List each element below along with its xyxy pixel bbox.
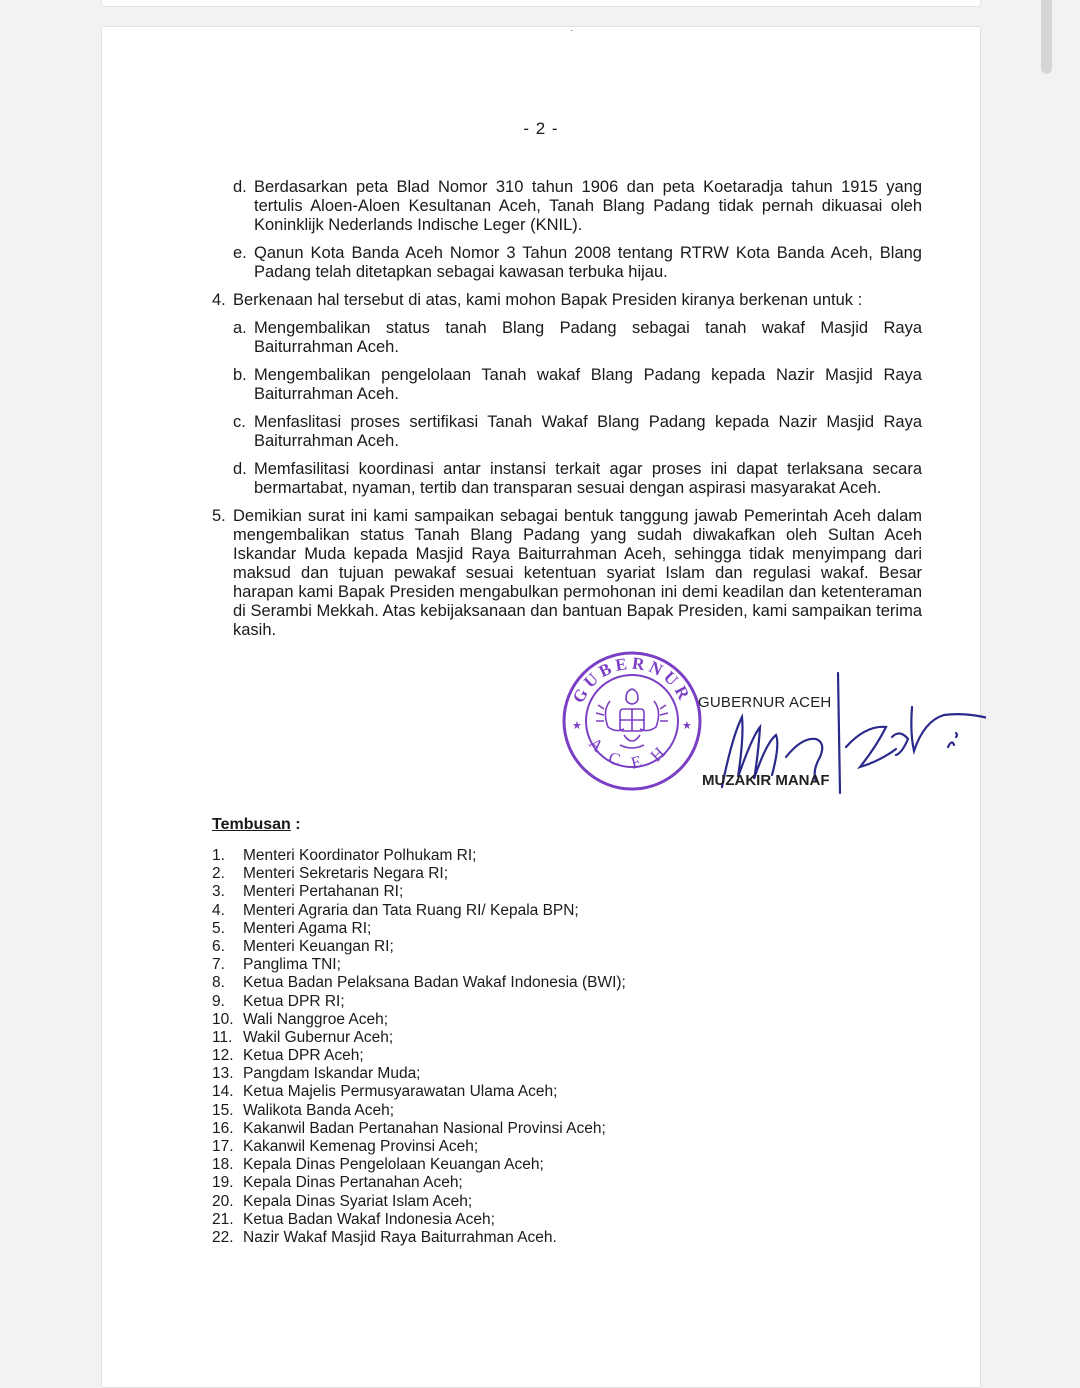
svg-text:GUBERNUR (569, 654, 695, 706)
tembusan-item (212, 1047, 812, 1065)
item-label: c. (233, 413, 246, 431)
tembusan-item (212, 993, 812, 1011)
tembusan-item-number: 21. (212, 1210, 234, 1228)
tembusan-item-text: Pangdam Iskandar Muda; (243, 1065, 421, 1083)
tembusan-item (212, 1156, 812, 1174)
tembusan-item (212, 956, 812, 974)
seal-star-left: ★ (572, 720, 582, 732)
signatory-name: MUZAKIR MANAF (702, 772, 830, 789)
tembusan-title: Tembusan (212, 816, 291, 833)
request-a (233, 319, 922, 357)
tembusan-item-number: 6. (212, 937, 225, 955)
tembusan-item-number: 19. (212, 1174, 234, 1192)
tembusan-item-number: 8. (212, 974, 225, 992)
item-e-qanun (233, 244, 922, 282)
item-text: Mengembalikan pengelolaan Tanah wakaf Blang Padang kepada Nazir Masjid Raya Baiturrahman Aceh. (254, 366, 922, 403)
tembusan-item-number: 2. (212, 865, 225, 883)
tembusan-item-text: Kepala Dinas Pengelolaan Keuangan Aceh; (243, 1156, 544, 1174)
tembusan-item (212, 1193, 812, 1211)
tembusan-item (212, 1029, 812, 1047)
tembusan-item-number: 1. (212, 847, 225, 864)
tembusan-item-text: Menteri Agraria dan Tata Ruang RI/ Kepala BPN; (243, 901, 579, 919)
tembusan-item-text: Nazir Wakaf Masjid Raya Baiturrahman Aceh. (243, 1228, 557, 1246)
item-text: Memfasilitasi koordinasi antar instansi terkait agar proses ini dapat terlaksana secara bermartabat, nyaman, tertib dan transparan sesuai dengan aspirasi masyarakat Aceh. (254, 460, 922, 497)
tembusan-item-number: 13. (212, 1065, 234, 1083)
tembusan-item-text: Menteri Sekretaris Negara RI; (243, 865, 449, 883)
letter-body (212, 178, 922, 640)
tembusan-item-text: Wakil Gubernur Aceh; (243, 1028, 394, 1046)
tembusan-item-number: 11. (212, 1028, 233, 1046)
tembusan-item-text: Ketua Majelis Permusyarawatan Ulama Aceh; (243, 1083, 558, 1101)
previous-page-edge (101, 0, 981, 7)
tembusan-item-text: Ketua DPR Aceh; (243, 1047, 364, 1065)
item-d-peta-blad (233, 178, 922, 235)
tembusan-item-text: Menteri Agama RI; (243, 919, 372, 937)
item-text: Qanun Kota Banda Aceh Nomor 3 Tahun 2008 tentang RTRW Kota Banda Aceh, Blang Padang telah ditetapkan sebagai kawasan terbuka hijau. (254, 244, 922, 281)
signatory-title: GUBERNUR ACEH (698, 694, 832, 711)
tembusan-item-text: Walikota Banda Aceh; (243, 1101, 395, 1119)
item-text: Berdasarkan peta Blad Nomor 310 tahun 1906 dan peta Koetaradja tahun 1915 yang tertulis Aloen-Aloen Kesultanan Aceh, Tanah Blang Padang tidak pernah dikuasai oleh Koninklijk Nederlands Indische Leger (KNIL). (254, 178, 922, 234)
seal-text-bottom: ACEH (585, 733, 679, 773)
item-label: d. (233, 178, 247, 196)
tembusan-item (212, 1065, 812, 1083)
top-dot: · (570, 25, 574, 36)
tembusan-item-number: 5. (212, 919, 225, 937)
item-text: Mengembalikan status tanah Blang Padang sebagai tanah wakaf Masjid Raya Baiturrahman Aceh. (254, 319, 922, 356)
svg-text:ACEH (585, 734, 679, 773)
seal-text-top: GUBERNUR (568, 653, 696, 706)
page-number: - 2 - (523, 119, 559, 138)
request-b (233, 366, 922, 404)
paragraph-4 (212, 291, 922, 310)
tembusan-item-text: Menteri Keuangan RI; (243, 937, 394, 955)
item-label: d. (233, 460, 247, 478)
tembusan-item-number: 18. (212, 1156, 234, 1174)
tembusan-item (212, 938, 812, 956)
item-label: e. (233, 244, 247, 262)
tembusan-item (212, 974, 812, 992)
tembusan-list (212, 847, 812, 1247)
tembusan-item-number: 10. (212, 1010, 234, 1028)
tembusan-item-text: Kakanwil Badan Pertanahan Nasional Provinsi Aceh; (243, 1119, 606, 1137)
tembusan-item-number: 17. (212, 1138, 234, 1155)
tembusan-colon: : (290, 816, 301, 833)
tembusan-item-text: Ketua Badan Pelaksana Badan Wakaf Indonesia (BWI); (243, 974, 626, 992)
tembusan-item (212, 847, 812, 865)
tembusan-item-text: Kakanwil Kemenag Provinsi Aceh; (243, 1138, 479, 1155)
tembusan-item-number: 4. (212, 901, 225, 919)
tembusan-item-number: 22. (212, 1228, 234, 1246)
tembusan-item-number: 3. (212, 883, 225, 901)
item-label: 4. (212, 291, 226, 309)
item-label: b. (233, 366, 247, 384)
tembusan-item (212, 883, 812, 901)
tembusan-item (212, 1011, 812, 1029)
tembusan-item-text: Kepala Dinas Syariat Islam Aceh; (243, 1192, 473, 1210)
tembusan-item-number: 9. (212, 992, 225, 1010)
paragraph-5 (212, 507, 922, 640)
request-c (233, 413, 922, 451)
tembusan-item (212, 1138, 812, 1156)
official-seal-stamp (560, 649, 704, 793)
seal-star-right: ★ (682, 720, 692, 732)
tembusan-item-text: Menteri Koordinator Polhukam RI; (243, 847, 477, 864)
tembusan-item (212, 1120, 812, 1138)
tembusan-item (212, 1211, 812, 1229)
tembusan-item-text: Kepala Dinas Pertanahan Aceh; (243, 1174, 463, 1192)
tembusan-item-number: 20. (212, 1192, 234, 1210)
tembusan-item-text: Panglima TNI; (243, 956, 341, 974)
tembusan-item-number: 12. (212, 1047, 234, 1065)
request-d (233, 460, 922, 498)
item-text: Demikian surat ini kami sampaikan sebagai bentuk tanggung jawab Pemerintah Aceh dalam mengembalikan status Tanah Blang Padang yang sudah diwakafkan oleh Sultan Aceh Iskandar Muda kepada Masjid Raya Baiturrahman Aceh, sehingga tidak menyimpang dari maksud dan tujuan pewakaf sesuai ketentuan syariat Islam dan regulasi wakaf. Besar harapan kami Bapak Presiden mengabulkan permohonan ini demi keadilan dan ketenteraman di Serambi Mekkah. Atas kebijaksanaan dan bantuan Bapak Presiden, kami sampaikan terima kasih. (233, 507, 922, 639)
item-label: a. (233, 319, 247, 337)
item-label: 5. (212, 507, 226, 525)
tembusan-item (212, 920, 812, 938)
tembusan-item-text: Ketua DPR RI; (243, 992, 345, 1010)
tembusan-item (212, 902, 812, 920)
document-page (101, 26, 981, 1388)
tembusan-item (212, 1083, 812, 1101)
garuda-emblem-icon (596, 689, 668, 748)
tembusan-item (212, 1229, 812, 1247)
scrollbar-thumb[interactable] (1041, 0, 1052, 74)
tembusan-item-number: 16. (212, 1119, 234, 1137)
item-text: Menfaslitasi proses sertifikasi Tanah Wakaf Blang Padang kepada Nazir Masjid Raya Baiturrahman Aceh. (254, 413, 922, 450)
tembusan-item (212, 1102, 812, 1120)
tembusan-item-text: Ketua Badan Wakaf Indonesia Aceh; (243, 1210, 495, 1228)
tembusan-item (212, 865, 812, 883)
tembusan-item-number: 14. (212, 1083, 234, 1101)
tembusan-heading (212, 816, 301, 834)
tembusan-item-number: 15. (212, 1101, 234, 1119)
tembusan-item (212, 1174, 812, 1192)
tembusan-item-text: Menteri Pertahanan RI; (243, 883, 404, 901)
tembusan-item-text: Wali Nanggroe Aceh; (243, 1010, 389, 1028)
tembusan-item-number: 7. (212, 956, 225, 974)
item-text: Berkenaan hal tersebut di atas, kami mohon Bapak Presiden kiranya berkenan untuk : (233, 291, 863, 309)
